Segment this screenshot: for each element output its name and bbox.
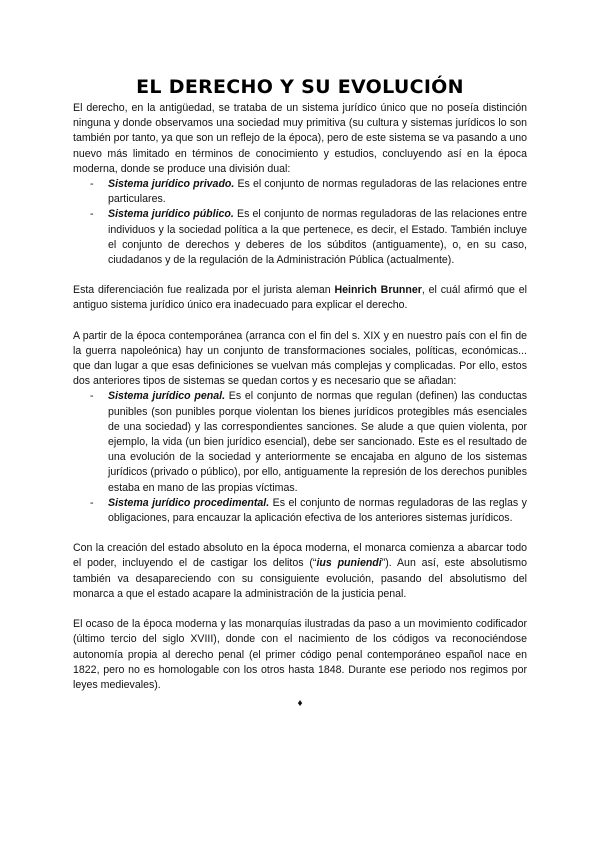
absolutism-text-after: ”). Aun así, este absolutismo también va desapareciendo con su consiguiente evolución, pasando del absolutismo del monarca a que el estado acapare la administración de la justicia penal. <box>73 557 527 600</box>
definition-privado: Es el conjunto de normas reguladoras de las relaciones entre particulares. <box>108 178 527 206</box>
definition-publico: Es el conjunto de normas reguladoras de las relaciones entre individuos y la sociedad política a la que pertenece, es decir, el Estado. También incluye el conjunto de derechos y deberes de los súbditos (antiguamente), o, en su caso, ciudadanos y de la regulación de la Administración Pública (actualmente). <box>108 208 527 267</box>
list-item-privado <box>73 177 527 207</box>
definition-penal: Es el conjunto de normas que regulan (definen) las conductas punibles (son punibles porque violentan los bienes jurídicos protegibles más esenciales de una sociedad) y las correspondientes sanciones. Se alude a que quien violenta, por ejemplo, la vida (un bien jurídico esencial), debe ser sancionado. Este es el resultado de una evolución de la sociedad y anteriormente se encajaba en alguno de los sistemas jurídicos (privado o público), por ello, antiguamente la represión de los derechos punibles estaba en mano de las propias víctimas. <box>108 390 527 494</box>
term-procedimental: Sistema jurídico procedimental. <box>108 496 270 509</box>
document-body <box>73 101 527 711</box>
dash-bullet: - <box>90 496 94 509</box>
list-item-penal <box>73 389 527 495</box>
brunner-paragraph <box>73 283 527 313</box>
term-penal: Sistema jurídico penal. <box>108 390 226 403</box>
brunner-text-after: , el cuál afirmó que el antiguo sistema jurídico único era inadecuado para explicar el derecho. <box>73 284 528 312</box>
list-item-publico <box>73 207 527 268</box>
page-title: EL DERECHO Y SU EVOLUCIÓN <box>136 76 464 98</box>
intro-paragraph: El derecho, en la antigüedad, se trataba de un sistema jurídico único que no poseía distinción ninguna y donde observamos una sociedad muy primitiva (su cultura y sistemas jurídicos lo son también por tanto, ya que son un reflejo de la época), pero de este sistema se va pasando a uno nuevo más limitado en términos de conocimiento y estudios, concluyendo así en la época moderna, donde se produce una división dual: <box>73 102 527 175</box>
dash-bullet: - <box>90 208 94 221</box>
list-item-procedimental <box>73 496 527 526</box>
dash-bullet: - <box>90 178 94 191</box>
absolutism-text-before: Con la creación del estado absoluto en la época moderna, el monarca comienza a abarcar todo el poder, incluyendo el de castigar los delitos (“ <box>73 542 527 570</box>
definition-procedimental: Es el conjunto de normas reguladoras de las reglas y obligaciones, para encauzar la aplicación efectiva de los anteriores sistemas jurídicos. <box>108 496 527 525</box>
dual-division-list <box>73 177 527 268</box>
new-systems-list <box>73 389 527 526</box>
brunner-text-before: Esta diferenciación fue realizada por el jurista aleman <box>73 284 335 297</box>
codification-paragraph: El ocaso de la época moderna y las monarquías ilustradas da paso a un movimiento codificador (último tercio del siglo XVIII), donde con el nacimiento de los códigos va reconociéndose autonomía propia al derecho penal (el primer código penal contemporáneo español nace en 1822, pero no es homologable con los otros hasta 1848. Durante ese periodo nos regimos por leyes medievales). <box>73 618 527 691</box>
absolutism-paragraph <box>73 541 527 602</box>
term-publico: Sistema jurídico público. <box>108 208 234 221</box>
jurist-name: Heinrich Brunner <box>334 284 422 297</box>
latin-term: ius puniendi <box>316 557 382 570</box>
diamond-icon: ♦ <box>297 698 303 710</box>
dash-bullet: - <box>90 390 94 403</box>
term-privado: Sistema jurídico privado. <box>108 178 235 191</box>
contemporary-paragraph: A partir de la época contemporánea (arranca con el fin del s. XIX y en nuestro país con el fin de la guerra napoleónica) hay un conjunto de transformaciones sociales, políticas, económicas... que dan lugar a que esas definiciones se vuelvan más complejas y complicadas. Por ello, estos dos anteriores tipos de sistemas se quedan cortos y es necesario que se añadan: <box>73 329 527 388</box>
